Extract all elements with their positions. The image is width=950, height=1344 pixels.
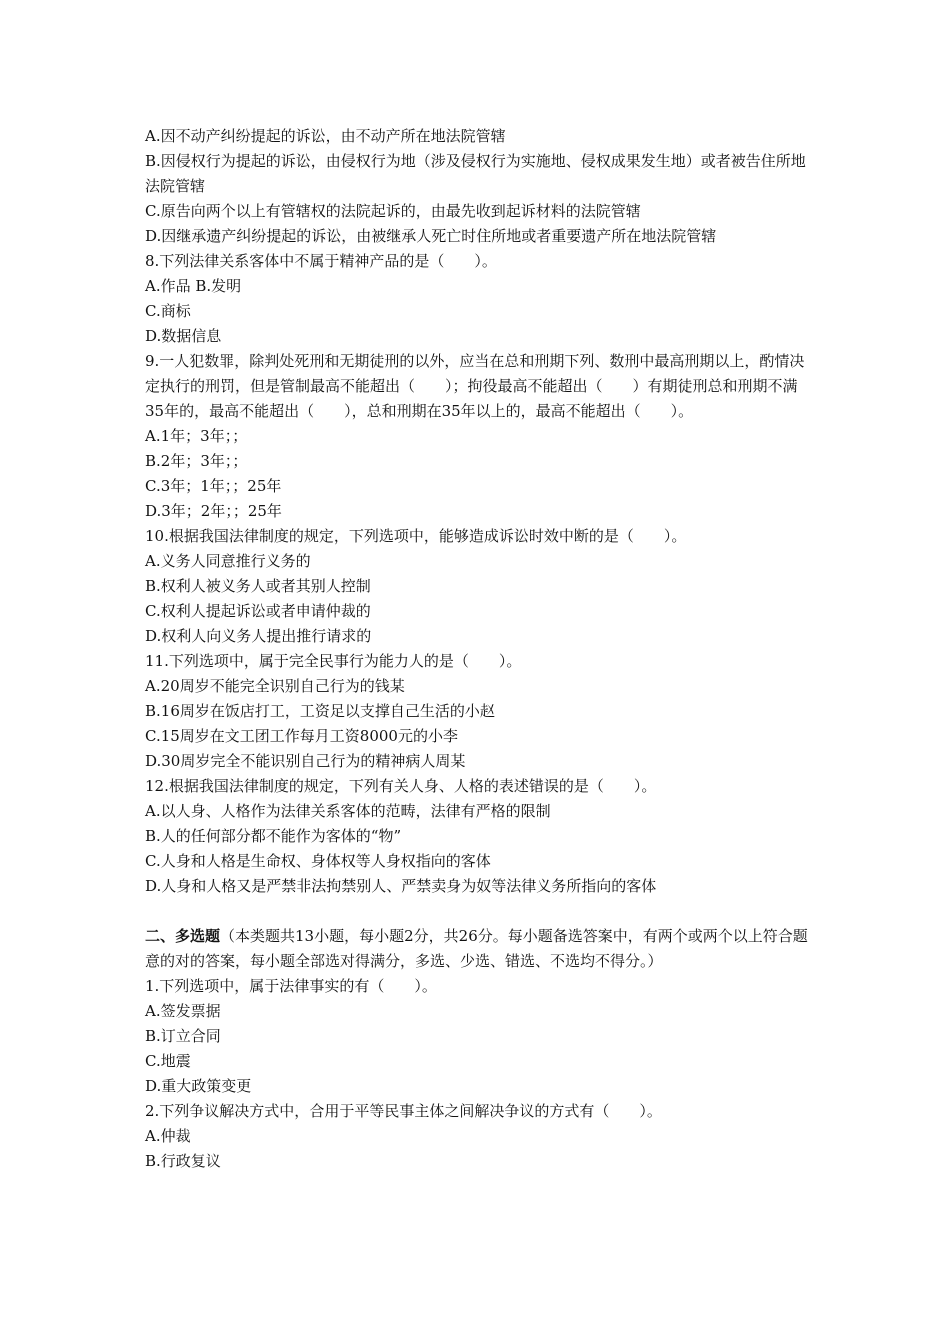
question-stem: 12.根据我国法律制度的规定，下列有关人身、人格的表述错误的是（ ）。 [145, 777, 657, 795]
option-line: A.仲裁 [145, 1127, 191, 1145]
question-7-options [145, 124, 810, 249]
option-line: A.义务人同意推行义务的 [145, 552, 311, 570]
question-stem: 9.一人犯数罪，除判处死刑和无期徒刑的以外，应当在总和刑期下列、数刑中最高刑期以上，酌情决定执行的刑罚，但是管制最高不能超出（ ）；拘役最高不能超出（ ）有期徒刑总和刑期不满35年的，最高不能超出（ ），总和刑期在35年以上的，最高不能超出（ ）。 [145, 352, 805, 420]
question-stem: 11.下列选项中，属于完全民事行为能力人的是（ ）。 [145, 652, 522, 670]
question-stem: 2.下列争议解决方式中，合用于平等民事主体之间解决争议的方式有（ ）。 [145, 1102, 662, 1120]
section-title: 二、多选题 [145, 927, 221, 945]
option-line: C.原告向两个以上有管辖权的法院起诉的，由最先收到起诉材料的法院管辖 [145, 202, 641, 220]
question-stem: 8.下列法律关系客体中不属于精神产品的是（ ）。 [145, 252, 497, 270]
option-line: C.15周岁在文工团工作每月工资8000元的小李 [145, 727, 458, 745]
question-9 [145, 349, 810, 524]
option-line: C.地震 [145, 1052, 191, 1070]
question-stem: 10.根据我国法律制度的规定，下列选项中，能够造成诉讼时效中断的是（ ）。 [145, 527, 687, 545]
option-line: D.人身和人格又是严禁非法拘禁别人、严禁卖身为奴等法律义务所指向的客体 [145, 877, 657, 895]
option-line: A.1年；3年；； [145, 427, 248, 445]
section-2-heading [145, 924, 810, 974]
option-line: B.人的任何部分都不能作为客体的“物” [145, 827, 402, 845]
option-line: A.20周岁不能完全识别自己行为的钱某 [145, 677, 405, 695]
option-line: D.权利人向义务人提出推行请求的 [145, 627, 372, 645]
question-8 [145, 249, 810, 349]
option-line: D.3年；2年；；25年 [145, 502, 282, 520]
option-line: D.30周岁完全不能识别自己行为的精神病人周某 [145, 752, 466, 770]
option-line: C.权利人提起诉讼或者申请仲裁的 [145, 602, 371, 620]
multi-question-1 [145, 974, 810, 1099]
option-line: A.签发票据 [145, 1002, 221, 1020]
option-line: B.因侵权行为提起的诉讼，由侵权行为地（涉及侵权行为实施地、侵权成果发生地）或者被告住所地法院管辖 [145, 152, 806, 195]
option-line: B.行政复议 [145, 1152, 221, 1170]
section-description: （本类题共13小题，每小题2分，共26分。每小题备选答案中，有两个或两个以上符合题意的对的答案，每小题全部选对得满分，多选、少选、错选、不选均不得分。） [145, 927, 808, 970]
multi-question-2 [145, 1099, 810, 1174]
question-11 [145, 649, 810, 774]
option-line: A.作品 B.发明 [145, 277, 242, 295]
option-line: C.3年；1年；；25年 [145, 477, 282, 495]
document-page [145, 124, 810, 1174]
section-spacer [145, 899, 810, 924]
option-line: B.16周岁在饭店打工，工资足以支撑自己生活的小赵 [145, 702, 495, 720]
option-line: C.商标 [145, 302, 191, 320]
question-12 [145, 774, 810, 899]
option-line: D.重大政策变更 [145, 1077, 252, 1095]
option-line: C.人身和人格是生命权、身体权等人身权指向的客体 [145, 852, 491, 870]
option-line: B.权利人被义务人或者其别人控制 [145, 577, 371, 595]
option-line: B.2年；3年；； [145, 452, 248, 470]
question-10 [145, 524, 810, 649]
question-stem: 1.下列选项中，属于法律事实的有（ ）。 [145, 977, 437, 995]
option-line: A.以人身、人格作为法律关系客体的范畴，法律有严格的限制 [145, 802, 551, 820]
option-line: D.因继承遗产纠纷提起的诉讼，由被继承人死亡时住所地或者重要遗产所在地法院管辖 [145, 227, 717, 245]
option-line: D.数据信息 [145, 327, 222, 345]
option-line: B.订立合同 [145, 1027, 221, 1045]
option-line: A.因不动产纠纷提起的诉讼，由不动产所在地法院管辖 [145, 127, 506, 145]
